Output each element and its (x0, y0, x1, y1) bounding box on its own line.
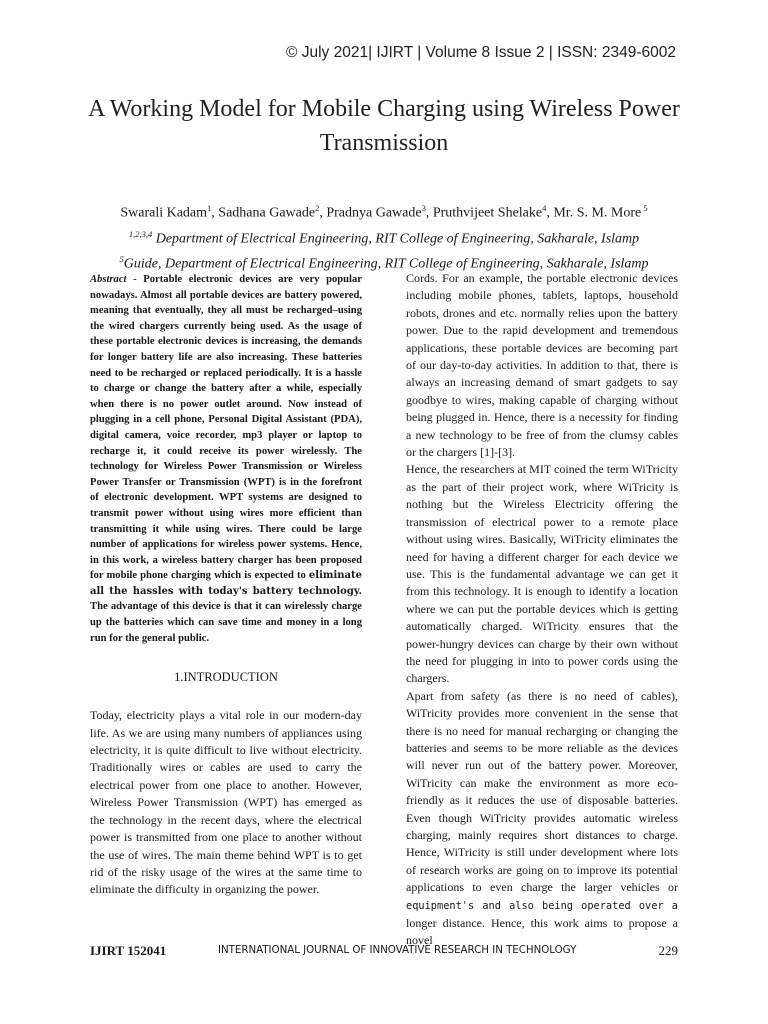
intro-paragraph: Today, electricity plays a vital role in our modern-day life. As we are using many numbers of appliances using electricity, it is quite difficult to live without electricity. Traditionally wires or cables are used to carry the electrical power from one place to another. However, Wireless Power Transmission (WPT) has emerged as the technology in the recent days, where the electrical power is transmitted from one place to another without the use of wires. The main theme behind WPT is to get rid of the risky usage of the wires at the same time to eliminate the difficulty in organizing the power. (90, 708, 362, 897)
author-name: Mr. S. M. More (553, 205, 642, 221)
body-text: Apart from safety (as there is no need of cables), WiTricity provides more convenient in the sense that there is no need for manual recharging or changing the batteries and seems to be more reliable as the devices will never run out of the battery power. Moreover, WiTricity can make the environment as more eco-friendly as it reduces the use of disposable batteries. Even though WiTricity provides automatic wireless charging, mainly requires short distances to charge. Hence, WiTricity is still under development where lots of research works are going on to improve its potential applications to even charge the larger vehicles or (406, 688, 678, 895)
author-name: Pruthvijeet Shelake (432, 205, 543, 221)
body-paragraph (406, 688, 678, 950)
abstract-text: - Portable electronic devices are very popular nowadays. Almost all portable devices are battery powered, meaning that eventually, they all must be recharged–using the wired chargers currently being used. As the usage of these portable electronic devices is increasing, the demands for longer battery life are also increasing. These batteries need to be recharged or replaced periodically. It is a hassle to charge or change the battery after a while, especially when there is no power outlet around. Now instead of plugging in a cell phone, Personal Digital Assistant (PDA), digital camera, voice recorder, mp3 player or laptop to recharge it, it could receive its power wirelessly. The technology for Wireless Power Transmission or Wireless Power Transfer or Transmission (WPT) is in the forefront of electronic development. WPT systems are designed to transmit power without using wires more efficient than transmitting it while using wires. There could be large number of applications for wireless power systems. Hence, in this work, a wireless battery charger has been proposed for mobile phone charging which is expected to (90, 274, 362, 582)
author-name: Pradnya Gawade (326, 205, 422, 221)
page-number: 229 (658, 943, 678, 958)
affiliation-marker: 5 (119, 254, 124, 265)
author-block (60, 198, 708, 275)
abstract-text: The advantage of this device is that it can wirelessly charge up the batteries which can save time and money in a long run for the general public. (90, 601, 362, 644)
body-paragraph: Cords. For an example, the portable electronic devices including mobile phones, tablets, laptops, household robots, drones and etc. normally relies upon the battery power. Due to the rapid development and tremendous applications, these portable devices are becoming part of our day-to-day activities. In addition to that, there is always an increasing demand of smart gadgets to say goodbye to wires, making capable of charging without being plugged in. Hence, there is a necessity for finding a new technology to be free of from the clumsy cables or the chargers [1]-[3]. (406, 271, 678, 460)
author-affil-marker: 3 (421, 203, 426, 213)
author-name: Swarali Kadam (120, 205, 208, 221)
abstract-label: Abstract (90, 274, 127, 285)
affiliation-line (60, 224, 708, 250)
author-name: Sadhana Gawade (218, 205, 316, 221)
body-text: longer distance. Hence, this work aims to propose a novel (406, 916, 678, 948)
abstract-text-decorative: eliminate all the hassles with today's battery technology. (90, 570, 362, 597)
paper-title: A Working Model for Mobile Charging using Wireless Power Transmission (88, 96, 680, 156)
left-column (90, 272, 362, 899)
affiliation-text: Guide, Department of Electrical Engineering, RIT College of Engineering, Sakharale, Islamp (123, 256, 649, 272)
abstract (90, 272, 362, 646)
body-text-mono: equipment's and also being operated over a (406, 899, 678, 912)
author-affil-marker: 1 (207, 203, 212, 213)
section-heading: 1.INTRODUCTION (174, 670, 278, 685)
author-affil-marker: 4 (542, 203, 547, 213)
right-column (406, 270, 678, 950)
author-affil-marker: 2 (315, 203, 320, 213)
affiliation-marker: 1,2,3,4 (128, 228, 153, 239)
footer-paper-id: IJIRT 152041 (90, 943, 167, 958)
affiliation-text: Department of Electrical Engineering, RIT College of Engineering, Sakharale, Islamp (152, 231, 640, 247)
author-affil-marker: 5 (641, 203, 648, 213)
author-list: Swarali Kadam$^1$, Sadhana Gawade$^2$, Pradnya Gawade$^3$, Pruthvijeet Shelake$^4$, Mr. S. M. More $^5$ (120, 203, 648, 221)
journal-header: © July 2021| IJIRT | Volume 8 Issue 2 | ISSN: 2349-6002 (286, 44, 676, 61)
body-paragraph: Hence, the researchers at MIT coined the term WiTricity as the part of their project work, where WiTricity is nothing but the Wireless Electricity offering the transmission of electrical power to a remote place without using wires. Basically, WiTricity eliminates the need for having a different charger for each device we use. This is the fundamental advantage we can get it from this technology. It is enough to identify a location where we can put the portable devices which is getting automatically charged. WiTricity ensures that the power-hungry devices can charge by their own without the need for plugging in into to power cords using the chargers. (406, 462, 678, 686)
footer-journal-name: INTERNATIONAL JOURNAL OF INNOVATIVE RESEARCH IN TECHNOLOGY (218, 944, 577, 956)
page-footer (90, 943, 678, 963)
